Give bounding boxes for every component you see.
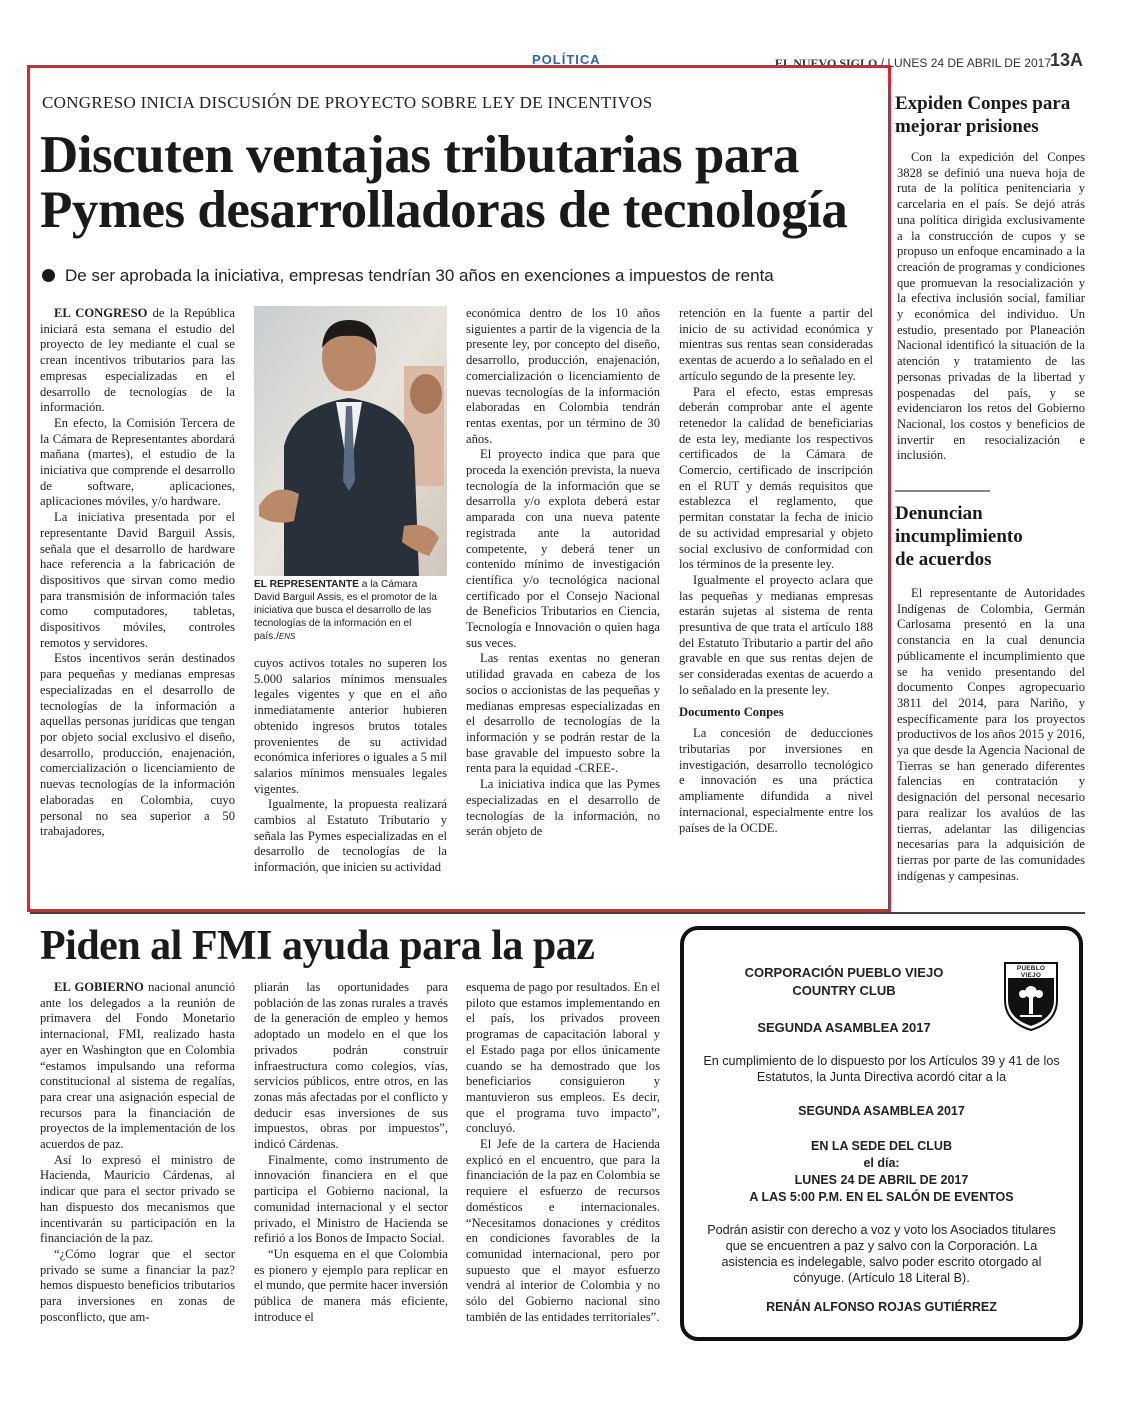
- ad-date: LUNES 24 DE ABRIL DE 2017: [794, 1173, 969, 1187]
- representative-photo: [254, 306, 447, 576]
- ad-venue-line: EN LA SEDE DEL CLUB: [811, 1139, 952, 1153]
- paragraph: Así lo expresó el ministro de Hacienda, Mauricio Cárdenas, al indicar que para el sector privado se han dispuesto dos mecanismos que incentivarán su participación en la financiación de la paz.: [40, 1152, 235, 1246]
- section-label: POLÍTICA: [532, 52, 601, 67]
- column-divider: [888, 86, 889, 912]
- paragraph-text: nacional anunció ante los delegados a la reunión de primavera del Fondo Monetario internacional, FMI, realizado hasta ayer en Washington que en Colombia “estamos impulsando una reforma constitucional al sistema de regalías, para crear una asignación especial de recursos para la financiación de proyectos de la implementación de los acuerdos de paz.: [40, 980, 235, 1152]
- sidebar-title-line: Denuncian: [895, 503, 983, 524]
- article-deck: [42, 266, 882, 286]
- sidebar-title-line: incumplimiento: [895, 526, 1023, 547]
- ad-assembly-title: SEGUNDA ASAMBLEA 2017: [757, 1020, 931, 1035]
- paragraph: Con la expedición del Conpes 3828 se definió una nueva hoja de ruta de la política penitenciaria y carcelaria en el país. Se dejó atrás una política dirigida exclusivamente a la construcción de cupos y se propuso un enfoque encaminado a la creación de programas y condiciones que promuevan la resocialización y la efectiva inclusión social, familiar y económica del individuo. Un estudio, presentado por Planeación Nacional identificó la situación de la atención y tratamiento de las personas privadas de la libertad y pospenadas del país, y se evidenciaron los retos del Gobierno Nacional, los costos y beneficios de invertir en resocialización e inclusión.: [897, 150, 1085, 463]
- sidebar-title-line: mejorar prisiones: [895, 116, 1039, 137]
- article-headline: [40, 128, 880, 238]
- paragraph: La iniciativa indica que las Pymes especializadas en el desarrollo de tecnologías de la información, no serán objeto de: [466, 777, 660, 839]
- sidebar-title-1: [895, 92, 1095, 138]
- page-number: 13A: [1049, 50, 1083, 70]
- paragraph-text: de la República iniciará esta semana el estudio del proyecto de ley mediante el cual se crean incentivos tributarios para las empresas especializadas en el desarrollo de tecnologías de la información.: [40, 306, 235, 415]
- caption-text: a la Cámara David Barguil Assis, es el promotor de la iniciativa que busca el desarrollo de las tecnologías de la información en el país./: [254, 579, 437, 642]
- paragraph: El Jefe de la cartera de Hacienda explicó en el encuentro, que para la financiación de la paz en Colombia se requiere el esfuerzo de recursos domésticos e internacionales. “Necesitamos donaciones y créditos en condiciones favorables de la comunidad internacional, pero por supuesto que el mayor esfuerzo vendrá al interior de Colombia y no sólo del Gobierno nacional sino también de las entidades territoriales”.: [466, 1137, 660, 1324]
- paragraph: económica dentro de los 10 años siguientes a partir de la vigencia de la presente ley, por concepto del diseño, desarrollo, producción, enajenación, comercialización o licenciamiento de nuevas tecnologías de la información elaboradas en Colombia tendrán rentas exentas, por un término de 30 años.: [466, 306, 660, 446]
- second-column-3: [466, 980, 660, 1325]
- ad-intro: En cumplimiento de lo dispuesto por los Artículos 39 y 41 de los Estatutos, la Junta Directiva acordó citar a la: [703, 1054, 1060, 1084]
- lead-word: EL GOBIERNO: [54, 980, 144, 994]
- paragraph: Igualmente, la propuesta realizará cambios al Estatuto Tributario y señala las Pymes especializadas en el desarrollo de tecnologías de la información, que inicien su actividad: [254, 797, 447, 875]
- paragraph: cuyos activos totales no superen los 5.000 salarios mínimos mensuales legales vigentes y que en el año inmediatamente anterior hubieren obtenido ingresos brutos totales provenientes de su actividad económica inferiores o iguales a 5 mil salarios mínimos mensuales legales vigentes.: [254, 656, 447, 796]
- paper-name: EL NUEVO SIGLO: [774, 56, 878, 70]
- sidebar-text-1: [897, 150, 1085, 464]
- paragraph: Las rentas exentas no generan utilidad gravada en cabeza de los socios o accionistas de las pequeñas y medianas empresas especializadas en el desarrollo de tecnologías de la información y se podrán restar de la base gravable del impuesto sobre la renta para la equidad -CREE-.: [466, 651, 660, 776]
- club-advertisement: [680, 926, 1083, 1341]
- paragraph: esquema de pago por resultados. En el piloto que estamos implementando en el país, los privados proveen programas de capacitación laboral y el Estado paga por ellos únicamente cuando se ha demostrado que los beneficiarios consiguieron y mantuvieron sus empleos. Es decir, que el programa tuvo impacto”, concluyó.: [466, 980, 660, 1136]
- paragraph: La iniciativa presentada por el representante David Barguil Assis, señala que el desarrollo de hardware hace referencia a la fabricación de dispositivos que sirvan como medio para transmisión de información tales como computadores, tabletas, dispositivos móviles, controles remotos y servidores.: [40, 510, 235, 650]
- ad-venue-line: el día:: [863, 1156, 900, 1170]
- ad-venue: [698, 1138, 1065, 1206]
- ad-organization: [724, 964, 964, 1000]
- sidebar-title-line: Expiden Conpes para: [895, 93, 1071, 114]
- article-kicker: CONGRESO INICIA DISCUSIÓN DE PROYECTO SOBRE LEY DE INCENTIVOS: [42, 93, 653, 112]
- headline-line-2: Pymes desarrolladoras de tecnología: [40, 181, 848, 239]
- ad-org-line: CORPORACIÓN PUEBLO VIEJO: [744, 965, 944, 980]
- paragraph: Igualmente el proyecto aclara que las pequeñas y medianas empresas estarán sujetas al sistema de renta presuntiva de que trata el artículo 188 del Estatuto Tributario a partir del año gravable en que sus rentas dejen de ser consideradas exentas de acuerdo a lo señalado en la presente ley.: [679, 572, 873, 697]
- photo-credit: ENS: [278, 632, 296, 641]
- caption-lead: EL REPRESENTANTE: [254, 579, 359, 590]
- paragraph: “¿Cómo lograr que el sector privado se sume a financiar la paz? hemos dispuesto beneficios tributarios para inversiones en zonas de posconflicto, que am-: [40, 1246, 235, 1324]
- ad-assembly-title-2: SEGUNDA ASAMBLEA 2017: [798, 1104, 965, 1118]
- paragraph: Finalmente, como instrumento de innovación financiera en el que participa el Gobierno nacional, la comunidad internacional y el sector privado, el Ministro de Hacienda se refirió a los Bonos de Impacto Social.: [254, 1152, 448, 1246]
- sidebar-title-2: [895, 502, 1095, 571]
- paragraph: En efecto, la Comisión Tercera de la Cámara de Representantes abordará mañana (martes), el estudio de la iniciativa que comprende el desarrollo de software, aplicaciones, aplicaciones móviles, y/o hardware.: [40, 415, 235, 509]
- headline-line-1: Discuten ventajas tributarias para: [40, 126, 799, 184]
- ad-note: Podrán asistir con derecho a voz y voto los Asociados titulares que se encuentren a paz y salvo con la Corporación. La asistencia es indelegable, salvo poder escrito otorgado al cónyuge. (Artículo 18 Literal B).: [707, 1223, 1056, 1285]
- subheading: Documento Conpes: [679, 704, 784, 719]
- section-divider: [30, 912, 1085, 914]
- ad-signer: RENÁN ALFONSO ROJAS GUTIÉRREZ: [766, 1300, 997, 1314]
- issue-date: / LUNES 24 DE ABRIL DE 2017: [877, 56, 1051, 70]
- lead-word: EL CONGRESO: [54, 306, 148, 320]
- paragraph: “Un esquema en el que Colombia es pionero y ejemplo para replicar en el mundo, que permite hacer inversión pública de manera más eficiente, introduce el: [254, 1246, 448, 1324]
- sidebar-divider: [895, 490, 990, 492]
- ad-time: A LAS 5:00 P.M. EN EL SALÓN DE EVENTOS: [749, 1190, 1014, 1204]
- sidebar-text-2: [897, 586, 1085, 884]
- paragraph: [40, 306, 235, 416]
- person-photo-icon: [254, 306, 447, 576]
- sidebar-title-line: de acuerdos: [895, 549, 992, 570]
- paragraph: La concesión de deducciones tributarias por inversiones en investigación, desarrollo tecnológico e innovación es una práctica ampliamente difundida a nivel internacional, especialmente entre los países de la OCDE.: [679, 726, 873, 835]
- second-column-2: [254, 980, 448, 1325]
- photo-caption: [254, 578, 446, 643]
- bullet-icon: [42, 269, 55, 282]
- second-column-1: [40, 980, 235, 1325]
- paragraph: El proyecto indica que para que proceda la exención prevista, la nueva tecnología de la información que se desarrolla y/o explota deberá estar amparada con una nueva patente registrada ante la autoridad competente, y deberá tener un contenido mínimo de investigación científica y/o tecnológica nacional certificado por el Consejo Nacional de Beneficios Tributarios en Ciencia, Tecnología e Innovación o quien haga sus veces.: [466, 447, 660, 650]
- paragraph: Estos incentivos serán destinados para pequeñas y medianas empresas especializadas en el desarrollo de tecnologías de la información a aquellas personas jurídicas que tengan por objeto social exclusivo el diseño, desarrollo, producción, enajenación, comercialización o licenciamiento de nuevas tecnologías de la información elaboradas en Colombia, cuyo personal no sea superior a 50 trabajadores,: [40, 651, 235, 839]
- article-column-1: [40, 306, 235, 840]
- paragraph: [40, 980, 235, 1153]
- ad-org-line: COUNTRY CLUB: [792, 983, 896, 998]
- second-headline: Piden al FMI ayuda para la paz: [40, 923, 595, 969]
- paragraph: pliarán las oportunidades para población de las zonas rurales a través de la generación de empleo y hemos adoptado un modelo en el que los privados podrán construir infraestructura como colegios, vías, servicios públicos, entre otros, en las zonas más afectadas por el conflicto y deducir esas inversiones de sus impuestos, obras por impuestos”, indicó Cárdenas.: [254, 980, 448, 1152]
- article-column-2: [254, 656, 447, 876]
- deck-text: De ser aprobada la iniciativa, empresas tendrían 30 años en exenciones a impuestos de renta: [65, 266, 774, 285]
- logo-text: PUEBLO VIEJO: [1016, 965, 1046, 979]
- paragraph: retención en la fuente a partir del inicio de su actividad económica y mientras sus rentas sean consideradas exentas de acuerdo a lo señalado en el artículo segundo de la presente ley.: [679, 306, 873, 383]
- paragraph: Para el efecto, estas empresas deberán comprobar ante el agente retenedor la calidad de beneficiarias de esta ley, mediante los respectivos certificados de la Cámara de Comercio, certificado de inscripción en el RUT y demás requisitos que establezca el reglamento, que permitan constatar la fecha de inicio de su actividad empresarial y objeto social exclusivo de conformidad con los términos de la presente ley.: [679, 384, 873, 572]
- club-logo: [1002, 960, 1060, 1032]
- article-column-4: [679, 306, 873, 836]
- paragraph: El representante de Autoridades Indígenas de Colombia, Germán Carlosama presentó en la una constancia en la cual denuncia públicamente el incumplimiento que se ha venido presentando del documento Conpes agropecuario 3811 del 2014, para Nariño, y específicamente para los proyectos productivos de los años 2015 y 2016, ya que desde la Agencia Nacional de Tierras se han generado diferentes falencias en contratación y designación del personal necesario para realizar los avalúos de las tierras, adelantar las diligencias necesarias para la adquisición de tierras por parte de las comunidades indígenas y campesinas.: [897, 586, 1085, 883]
- article-column-3: [466, 306, 660, 840]
